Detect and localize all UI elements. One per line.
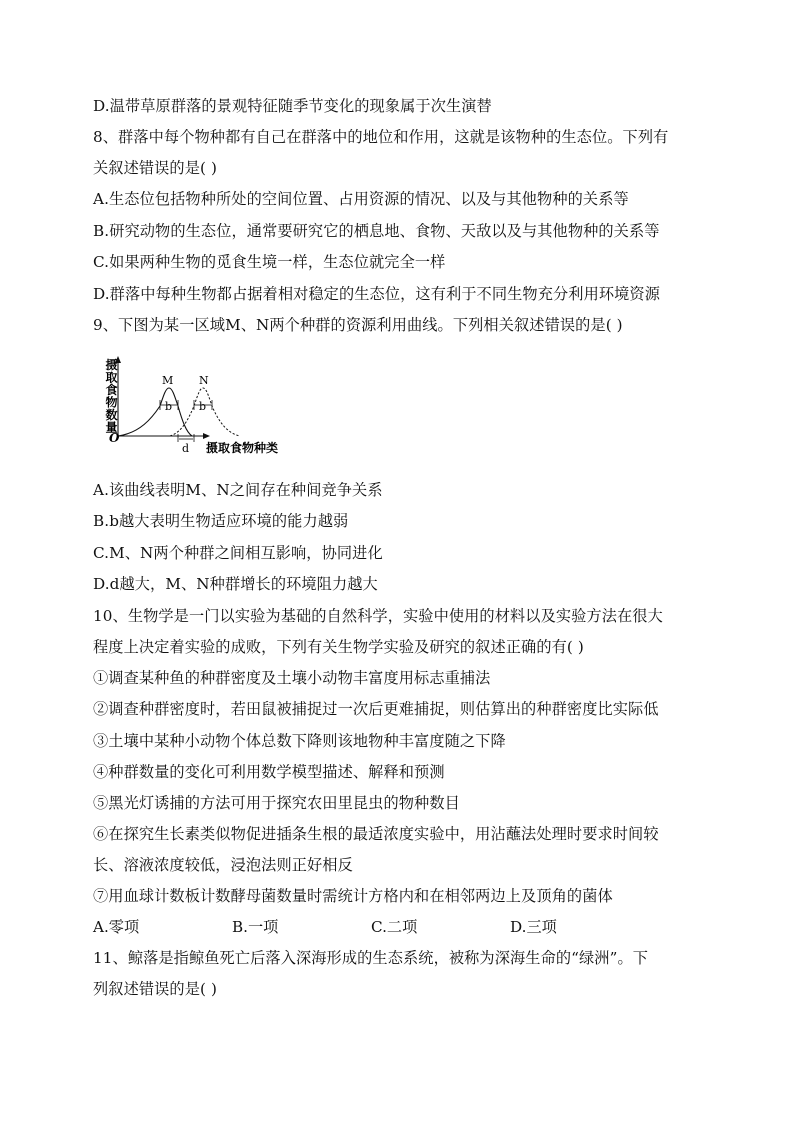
q10-option-a: A.零项 — [93, 918, 140, 936]
y-axis-label: 摄取食物数量 — [104, 358, 118, 434]
q10-stem-line-2: 程度上决定着实验的成败，下列有关生物学实验及研究的叙述正确的有( ) — [93, 638, 584, 656]
q7-option-d: D.温带草原群落的景观特征随季节变化的现象属于次生演替 — [93, 97, 492, 115]
q10-item-5: ⑤黑光灯诱捕的方法可用于探究农田里昆虫的物种数目 — [93, 794, 460, 812]
q10-item-2: ②调查种群密度时，若田鼠被捕捉过一次后更难捕捉，则估算出的种群密度比实际低 — [93, 700, 659, 718]
q9-option-b: B.b越大表明生物适应环境的能力越弱 — [93, 512, 349, 530]
q10-item-1: ①调查某种鱼的种群密度及土壤小动物丰富度用标志重捕法 — [93, 669, 491, 687]
q9-stem: 9、下图为某一区域M、N两个种群的资源利用曲线。下列相关叙述错误的是( ) — [93, 316, 623, 334]
q10-item-3: ③土壤中某种小动物个体总数下降则该地物种丰富度随之下降 — [93, 732, 506, 750]
q11-stem-line-1: 11、鲸落是指鲸鱼死亡后落入深海形成的生态系统，被称为深海生命的“绿洲”。下 — [93, 949, 649, 967]
q10-option-c: C.二项 — [371, 918, 418, 936]
q11-stem-line-2: 列叙述错误的是( ) — [93, 980, 217, 998]
q10-options — [93, 917, 693, 937]
resource-utilization-figure — [100, 348, 300, 463]
q8-option-c: C.如果两种生物的觅食生境一样，生态位就完全一样 — [93, 253, 446, 271]
q8-option-a: A.生态位包括物种所处的空间位置、占用资源的情况、以及与其他物种的关系等 — [93, 190, 629, 208]
q9-option-c: C.M、N两个种群之间相互影响，协同进化 — [93, 544, 383, 562]
x-axis-arrow — [203, 433, 210, 439]
q10-option-d: D.三项 — [510, 918, 557, 936]
q10-item-4: ④种群数量的变化可利用数学模型描述、解释和预测 — [93, 763, 445, 781]
q10-item-6-line-1: ⑥在探究生长素类似物促进插条生根的最适浓度实验中，用沾蘸法处理时要求时间较 — [93, 825, 659, 843]
label-b2: b — [199, 400, 207, 413]
label-b1: b — [165, 400, 173, 413]
q10-item-7: ⑦用血球计数板计数酵母菌数量时需统计方格内和在相邻两边上及顶角的菌体 — [93, 887, 613, 905]
origin-label: O — [109, 431, 120, 445]
q8-stem-line-2: 关叙述错误的是( ) — [93, 159, 217, 177]
q8-stem-line-1: 8、群落中每个物种都有自己在群落中的地位和作用，这就是该物种的生态位。下列有 — [93, 128, 669, 146]
q8-option-d: D.群落中每种生物都占据着相对稳定的生态位，这有利于不同生物充分利用环境资源 — [93, 285, 661, 303]
q10-item-6-line-2: 长、溶液浓度较低，浸泡法则正好相反 — [93, 856, 353, 874]
q9-option-a: A.该曲线表明M、N之间存在种间竞争关系 — [93, 481, 383, 499]
q9-option-d: D.d越大，M、N种群增长的环境阻力越大 — [93, 575, 378, 593]
q8-option-b: B.研究动物的生态位，通常要研究它的栖息地、食物、天敌以及与其他物种的关系等 — [93, 222, 660, 240]
label-d: d — [182, 442, 190, 455]
label-n: N — [199, 374, 209, 387]
x-axis-label: 摄取食物种类 — [206, 441, 279, 455]
label-m: M — [162, 374, 174, 387]
q10-stem-line-1: 10、生物学是一门以实验为基础的自然科学，实验中使用的材料以及实验方法在很大 — [93, 607, 663, 625]
q10-option-b: B.一项 — [232, 918, 279, 936]
